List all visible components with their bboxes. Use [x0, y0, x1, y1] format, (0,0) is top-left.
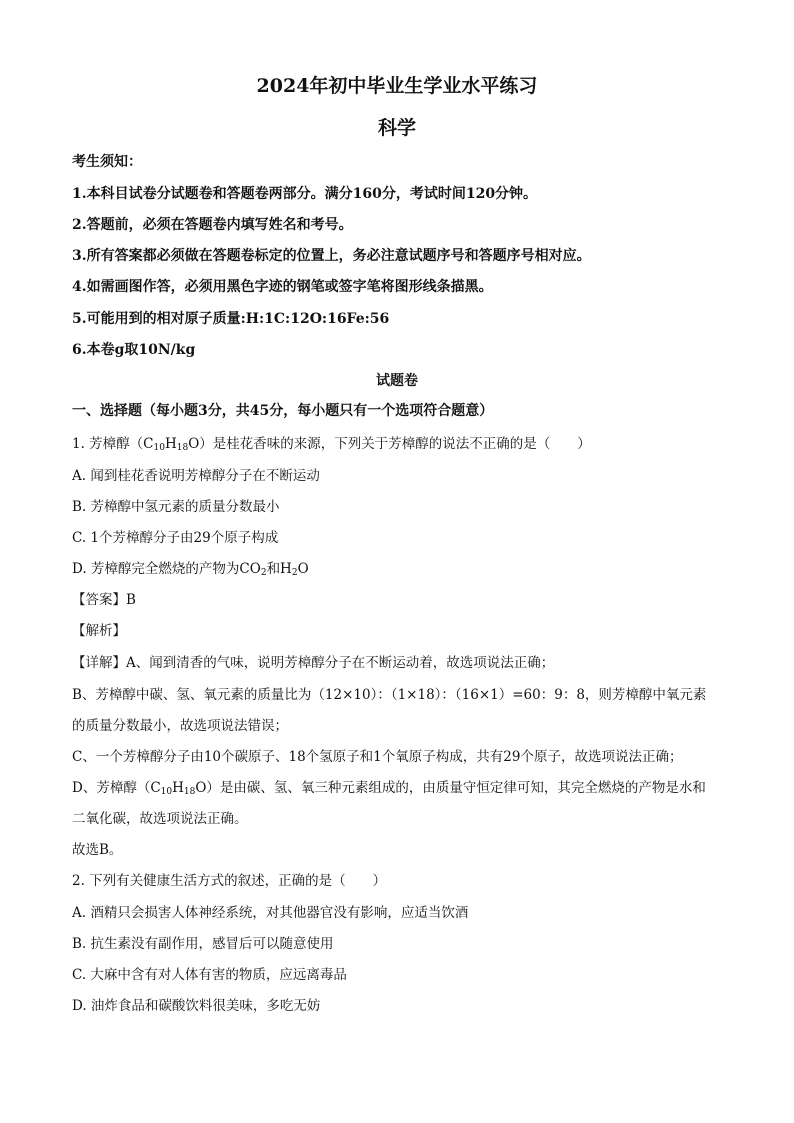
notice-item-3: 3.所有答案都必须做在答题卷标定的位置上，务必注意试题序号和答题序号相对应。 — [72, 248, 591, 264]
notice-heading: 考生须知： — [72, 154, 142, 170]
q1-option-c: C. 1个芳樟醇分子由29个原子构成 — [72, 530, 279, 546]
notice-item-5: 5.可能用到的相对原子质量:H:1C:12O:16Fe:56 — [72, 311, 390, 327]
q1-detail-line-2: B、芳樟醇中碳、氢、氧元素的质量比为（12×10）：（1×18）：（16×1）=60：9：8，则芳樟醇中氧元素 — [72, 687, 707, 703]
q2-stem: 2. 下列有关健康生活方式的叙述，正确的是（ ） — [72, 873, 387, 889]
q1-detail-line-6: 二氧化碳，故选项说法正确。 — [72, 811, 248, 827]
q1-detail-line-4: C、一个芳樟醇分子由10个碳原子、18个氢原子和1个氧原子构成，共有29个原子，故选项说法正确； — [72, 749, 683, 765]
q2-option-c: C. 大麻中含有对人体有害的物质，应远离毒品 — [72, 967, 347, 983]
q1-answer: 【答案】B — [72, 592, 136, 608]
part1-heading: 一、选择题（每小题3分，共45分，每小题只有一个选项符合题意） — [72, 403, 494, 419]
q1-analysis-label: 【解析】 — [72, 623, 126, 639]
q1-option-a: A. 闻到桂花香说明芳樟醇分子在不断运动 — [72, 468, 320, 484]
exam-title: 2024年初中毕业生学业水平练习 — [256, 75, 538, 97]
q2-option-b: B. 抗生素没有副作用，感冒后可以随意使用 — [72, 936, 334, 952]
q1-option-d: D. 芳樟醇完全燃烧的产物为$CO_2$和$H_2O$ — [72, 561, 309, 578]
notice-item-6: 6.本卷g取10N/kg — [72, 342, 196, 358]
section-title: 试题卷 — [376, 373, 418, 389]
subject-title: 科学 — [377, 117, 416, 139]
notice-item-4: 4.如需画图作答，必须用黑色字迹的钢笔或签字笔将图形线条描黑。 — [72, 279, 493, 295]
q2-option-d: D. 油炸食品和碳酸饮料很美味，多吃无妨 — [72, 998, 321, 1014]
q1-detail-line-1: 【详解】A、闻到清香的气味，说明芳樟醇分子在不断运动着，故选项说法正确； — [72, 655, 555, 671]
q1-option-b: B. 芳樟醇中氢元素的质量分数最小 — [72, 499, 280, 515]
q1-stem: 1. 芳樟醇$(C_{10}H_{18}O)$是桂花香味的来源，下列关于芳樟醇的说法不正确的是（ ） — [72, 436, 591, 453]
notice-item-2: 2.答题前，必须在答题卷内填写姓名和考号。 — [72, 217, 353, 233]
q1-detail-line-3: 的质量分数最小，故选项说法错误； — [72, 718, 288, 734]
q2-option-a: A. 酒精只会损害人体神经系统，对其他器官没有影响，应适当饮酒 — [72, 905, 469, 921]
notice-item-1: 1.本科目试卷分试题卷和答题卷两部分。满分160分，考试时间120分钟。 — [72, 186, 538, 202]
q1-detail-line-5: D、芳樟醇$(C_{10}H_{18}O)$是由碳、氢、氧三种元素组成的，由质量守恒定律可知，其完全燃烧的产物是水和 — [72, 780, 706, 797]
q1-conclusion: 故选B。 — [72, 842, 123, 858]
